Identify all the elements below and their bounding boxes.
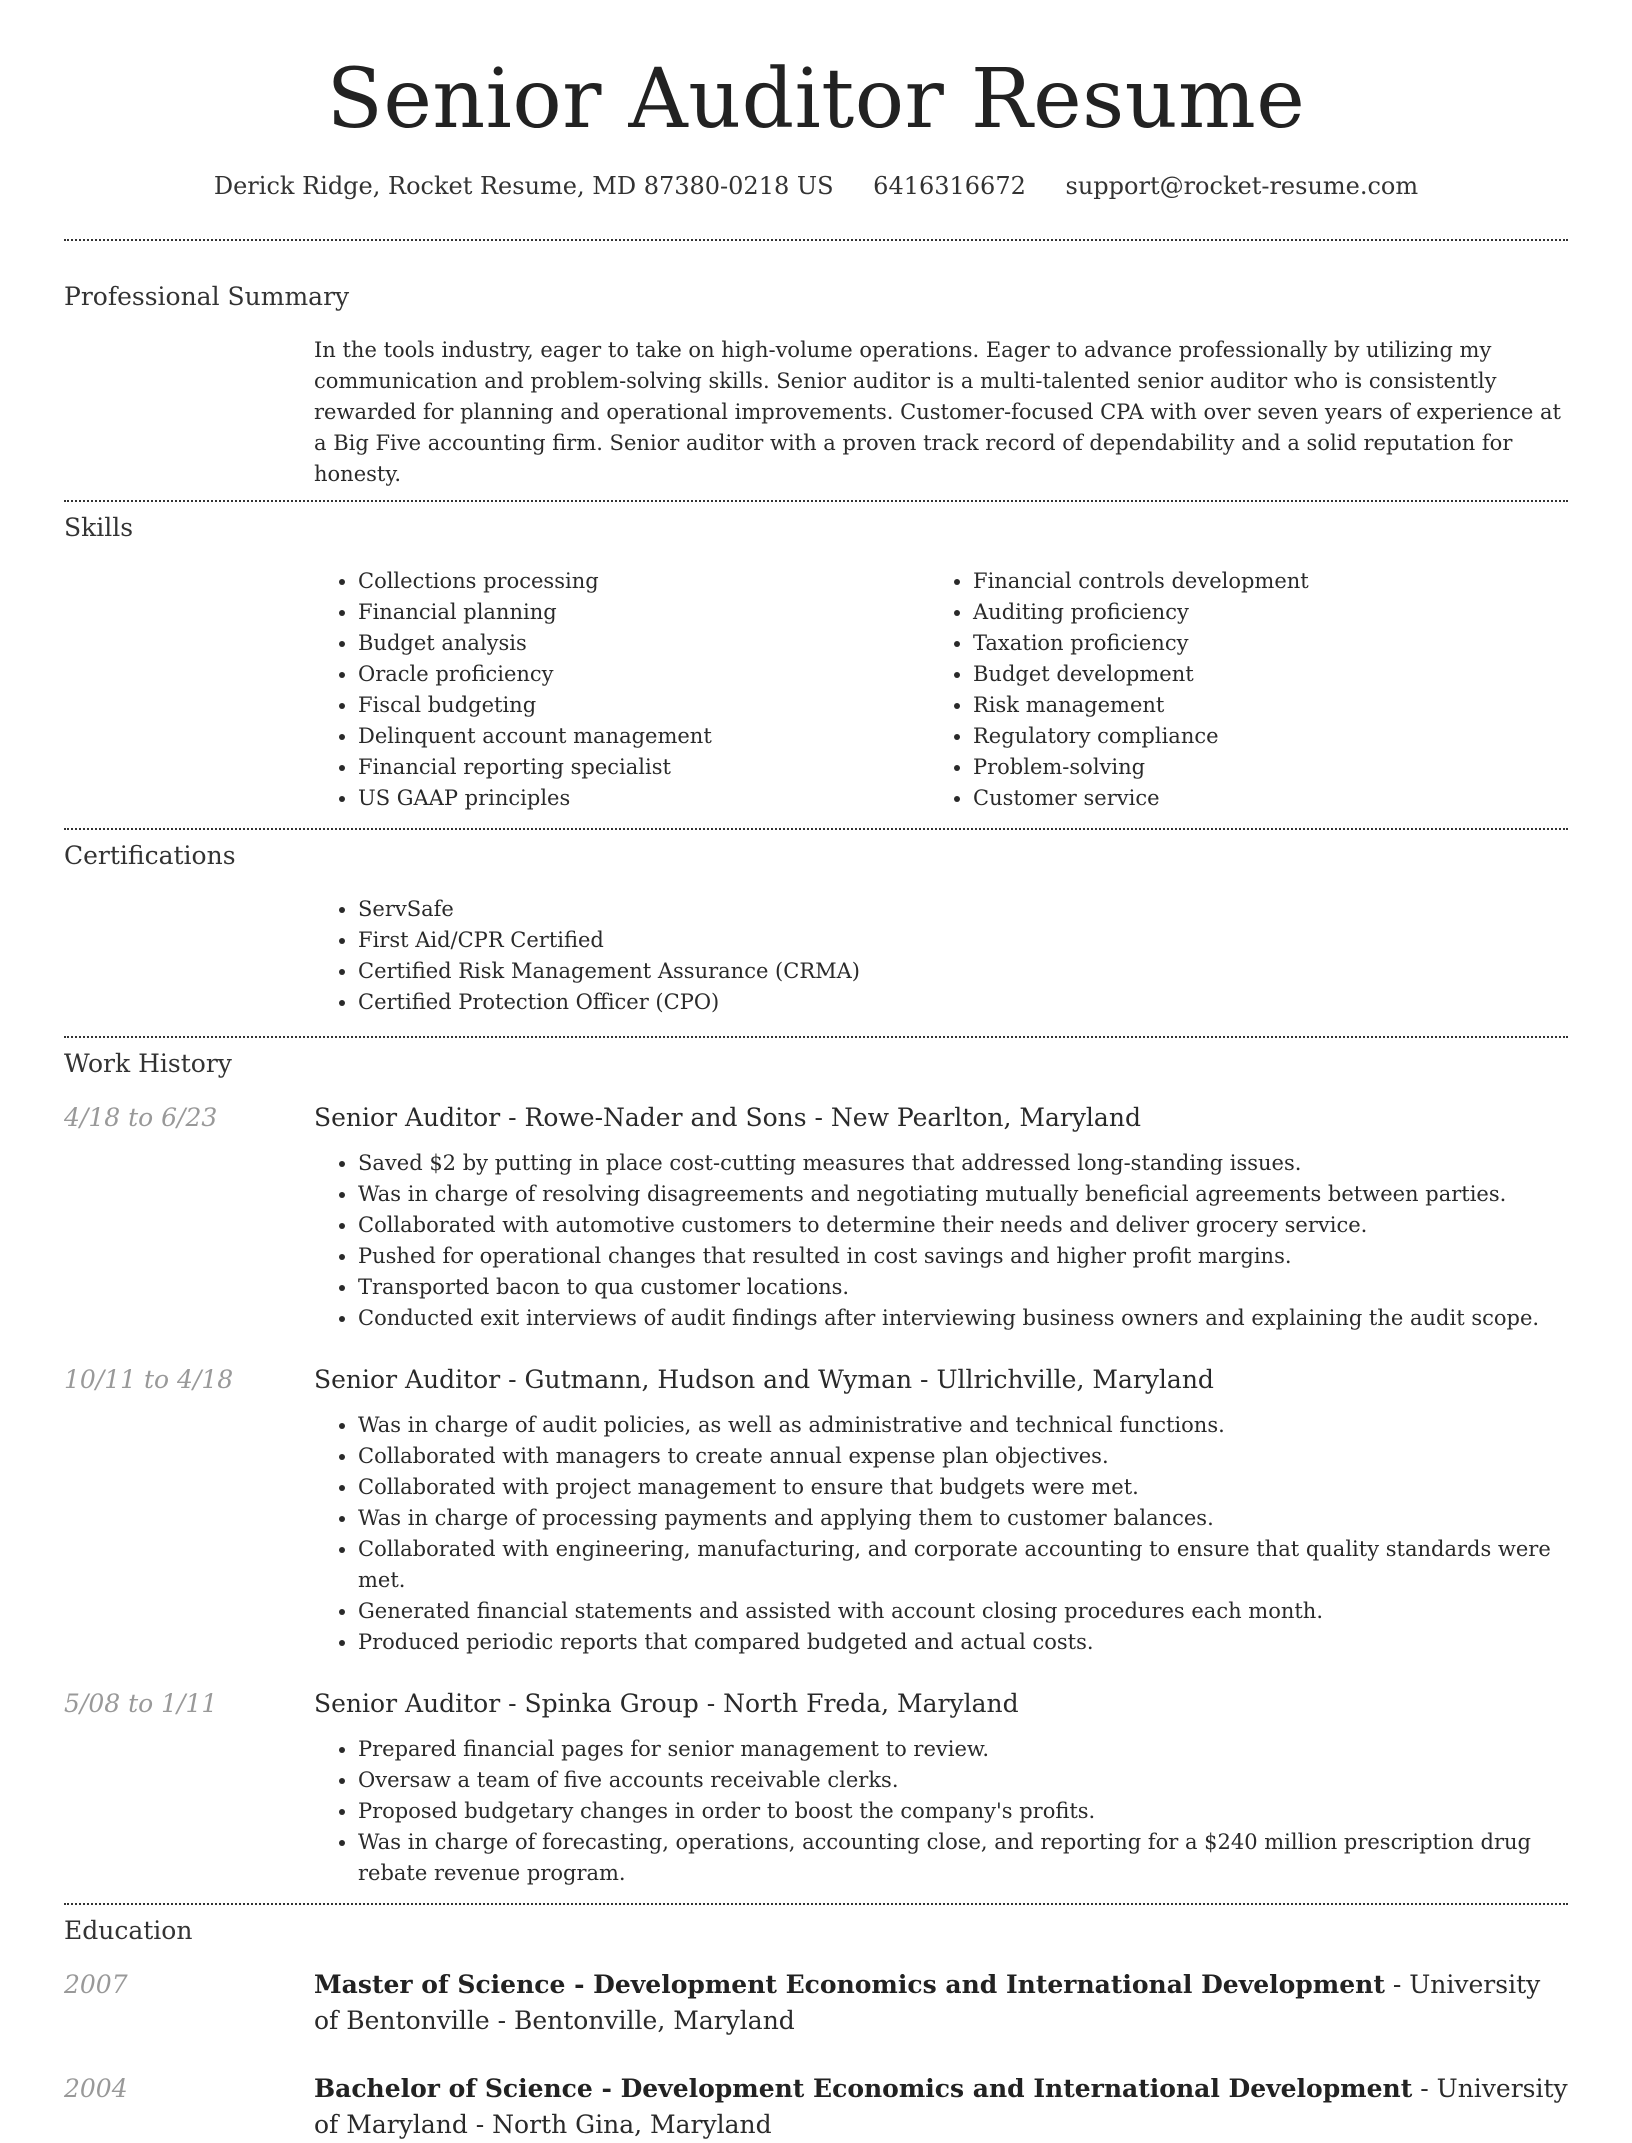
contact-email[interactable]: support@rocket-resume.com bbox=[1065, 172, 1419, 200]
certifications-list bbox=[314, 894, 1568, 1018]
work-bullet: • Generated financial statements and assisted with account closing procedures each month. bbox=[358, 1596, 1568, 1627]
certification-item: • First Aid/CPR Certified bbox=[358, 925, 1568, 956]
skills-column-right bbox=[929, 566, 1544, 814]
skill-item: • Financial reporting specialist bbox=[358, 752, 929, 783]
work-dates: 5/08 to 1/11 bbox=[64, 1689, 218, 1718]
section-divider bbox=[64, 828, 1568, 830]
education-heading: Education bbox=[64, 1916, 193, 1945]
summary-text: In the tools industry, eager to take on high-volume operations. Eager to advance professionally by utilizing my communication and problem-solving skills. Senior auditor is a multi-talented senior auditor who is consistently rewarded for planning and operational improvements. Customer-focused CPA with over seven years of experience at a Big Five accounting firm. Senior auditor with a proven track record of dependability and a solid reputation for honesty. bbox=[314, 338, 1561, 486]
work-bullet: • Prepared financial pages for senior management to review. bbox=[358, 1734, 1568, 1765]
work-entry bbox=[0, 1362, 1632, 1658]
work-bullet: • Saved $2 by putting in place cost-cutting measures that addressed long-standing issues. bbox=[358, 1148, 1568, 1179]
contact-line bbox=[0, 170, 1632, 202]
skills-list bbox=[314, 566, 1568, 814]
work-bullet: • Was in charge of audit policies, as well as administrative and technical functions. bbox=[358, 1410, 1568, 1441]
skill-item: • Customer service bbox=[973, 783, 1544, 814]
section-divider bbox=[64, 239, 1568, 241]
skill-item: • Collections processing bbox=[358, 566, 929, 597]
work-bullet: • Conducted exit interviews of audit findings after interviewing business owners and explaining the audit scope. bbox=[358, 1303, 1568, 1334]
certification-item: • Certified Risk Management Assurance (CRMA) bbox=[358, 956, 1568, 987]
skill-item: • Financial planning bbox=[358, 597, 929, 628]
work-bullet: • Oversaw a team of five accounts receivable clerks. bbox=[358, 1765, 1568, 1796]
work-bullet: • Was in charge of resolving disagreements and negotiating mutually beneficial agreements between parties. bbox=[358, 1179, 1568, 1210]
certification-item: • ServSafe bbox=[358, 894, 1568, 925]
skill-item: • Problem-solving bbox=[973, 752, 1544, 783]
skill-item: • Fiscal budgeting bbox=[358, 690, 929, 721]
work-bullet: • Was in charge of processing payments and applying them to customer balances. bbox=[358, 1503, 1568, 1534]
contact-phone: 6416316672 bbox=[873, 172, 1026, 200]
education-title bbox=[314, 1967, 1568, 2039]
work-bullet: • Proposed budgetary changes in order to boost the company's profits. bbox=[358, 1796, 1568, 1827]
certification-item: • Certified Protection Officer (CPO) bbox=[358, 987, 1568, 1018]
work-dates: 4/18 to 6/23 bbox=[64, 1103, 218, 1132]
skill-item: • Delinquent account management bbox=[358, 721, 929, 752]
section-divider bbox=[64, 1903, 1568, 1905]
work-title: Senior Auditor - Gutmann, Hudson and Wyman - Ullrichville, Maryland bbox=[314, 1365, 1214, 1394]
work-bullet: • Collaborated with project management to ensure that budgets were met. bbox=[358, 1472, 1568, 1503]
skill-item: • Budget development bbox=[973, 659, 1544, 690]
skill-item: • Auditing proficiency bbox=[973, 597, 1544, 628]
skill-item: • Regulatory compliance bbox=[973, 721, 1544, 752]
contact-address: Derick Ridge, Rocket Resume, MD 87380-0218 US bbox=[213, 172, 834, 200]
work-bullet: • Collaborated with managers to create annual expense plan objectives. bbox=[358, 1441, 1568, 1472]
skill-item: • Financial controls development bbox=[973, 566, 1544, 597]
skills-heading: Skills bbox=[64, 513, 134, 542]
work-bullet: • Collaborated with automotive customers to determine their needs and deliver grocery service. bbox=[358, 1210, 1568, 1241]
work-bullets bbox=[314, 1734, 1568, 1889]
education-school: - University of Maryland - North Gina, Maryland bbox=[314, 2074, 1568, 2139]
skill-item: • Taxation proficiency bbox=[973, 628, 1544, 659]
work-title: Senior Auditor - Spinka Group - North Freda, Maryland bbox=[314, 1689, 1019, 1718]
education-degree: Bachelor of Science - Development Economics and International Development bbox=[314, 2074, 1413, 2103]
education-year: 2007 bbox=[64, 1970, 128, 1999]
education-school: - University of Bentonville - Bentonville, Maryland bbox=[314, 1970, 1541, 2035]
work-dates: 10/11 to 4/18 bbox=[64, 1365, 234, 1394]
work-title: Senior Auditor - Rowe-Nader and Sons - New Pearlton, Maryland bbox=[314, 1103, 1141, 1132]
skill-item: • Risk management bbox=[973, 690, 1544, 721]
education-entry bbox=[0, 1967, 1632, 2039]
skill-item: • US GAAP principles bbox=[358, 783, 929, 814]
section-divider bbox=[64, 500, 1568, 502]
resume-title: Senior Auditor Resume bbox=[326, 52, 1306, 147]
skill-item: • Oracle proficiency bbox=[358, 659, 929, 690]
work-history-heading: Work History bbox=[64, 1049, 232, 1078]
work-bullet: • Was in charge of forecasting, operations, accounting close, and reporting for a $240 million prescription drug rebate revenue program. bbox=[358, 1827, 1568, 1889]
work-entry bbox=[0, 1100, 1632, 1334]
education-title bbox=[314, 2071, 1568, 2143]
work-bullets bbox=[314, 1148, 1568, 1334]
work-bullet: • Pushed for operational changes that resulted in cost savings and higher profit margins. bbox=[358, 1241, 1568, 1272]
education-degree: Master of Science - Development Economics and International Development bbox=[314, 1970, 1385, 1999]
certifications-heading: Certifications bbox=[64, 841, 236, 870]
work-bullet: • Collaborated with engineering, manufacturing, and corporate accounting to ensure that quality standards were met. bbox=[358, 1534, 1568, 1596]
work-bullet: • Transported bacon to qua customer locations. bbox=[358, 1272, 1568, 1303]
education-entry bbox=[0, 2071, 1632, 2143]
skills-column-left bbox=[314, 566, 929, 814]
work-bullet: • Produced periodic reports that compared budgeted and actual costs. bbox=[358, 1627, 1568, 1658]
section-divider bbox=[64, 1036, 1568, 1038]
work-bullets bbox=[314, 1410, 1568, 1658]
work-entry bbox=[0, 1686, 1632, 1889]
skill-item: • Budget analysis bbox=[358, 628, 929, 659]
summary-heading: Professional Summary bbox=[64, 282, 350, 311]
education-year: 2004 bbox=[64, 2074, 128, 2103]
